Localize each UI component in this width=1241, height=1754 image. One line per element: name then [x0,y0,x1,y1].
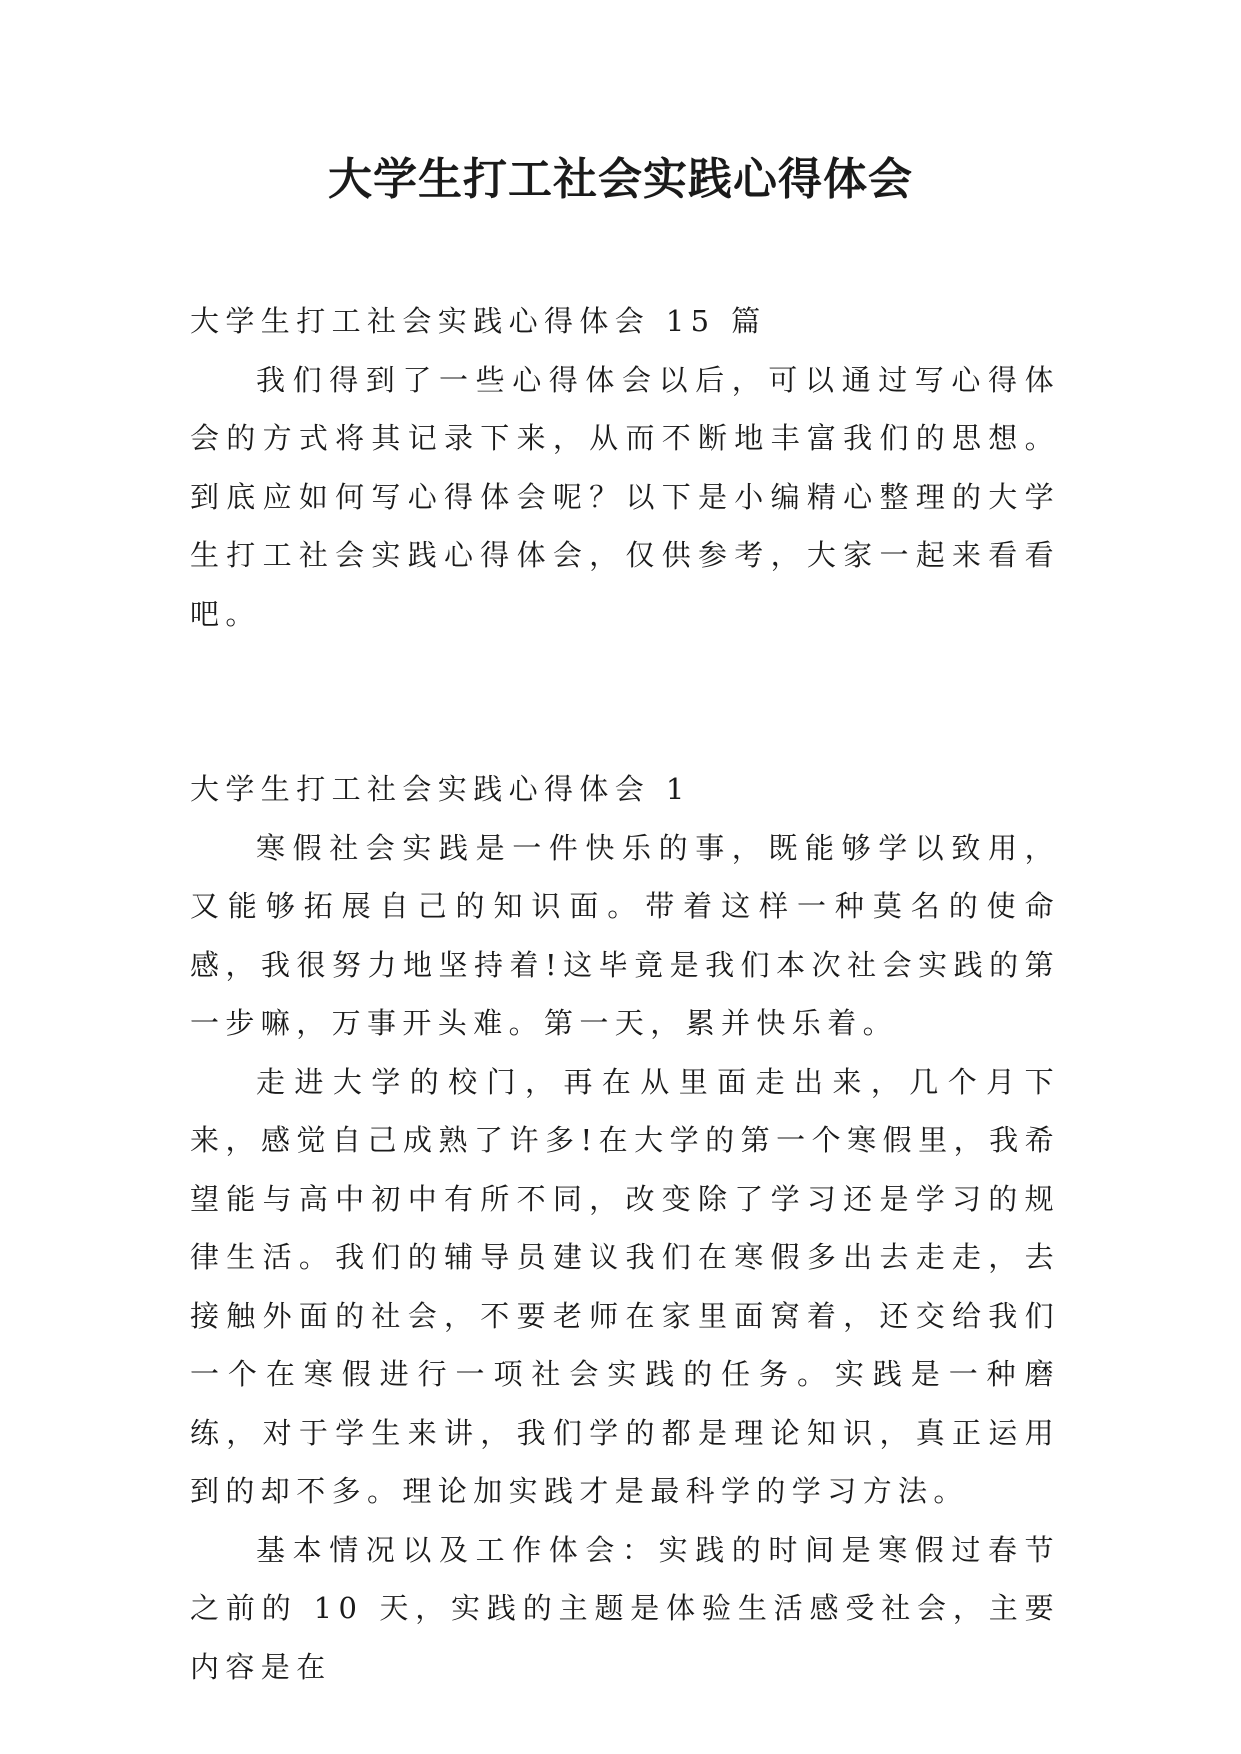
document-title: 大学生打工社会实践心得体会 [328,154,913,205]
document-body [190,292,1060,1696]
intro-paragraph: 我们得到了一些心得体会以后，可以通过写心得体会的方式将其记录下来，从而不断地丰富我们的思想。到底应如何写心得体会呢？以下是小编精心整理的大学生打工社会实践心得体会，仅供参考，大家一起来看看吧。 [190,362,1060,631]
body-paragraph: 寒假社会实践是一件快乐的事，既能够学以致用，又能够拓展自己的知识面。带着这样一种莫名的使命感，我很努力地坚持着!这毕竟是我们本次社会实践的第一步嘛，万事开头难。第一天，累并快乐着。 [190,830,1060,1040]
document-subtitle: 大学生打工社会实践心得体会 15 篇 [190,304,767,338]
section-spacer [190,643,1060,760]
section-heading: 大学生打工社会实践心得体会 1 [190,772,691,806]
body-paragraph: 走进大学的校门，再在从里面走出来，几个月下来，感觉自己成熟了许多!在大学的第一个寒假里，我希望能与高中初中有所不同，改变除了学习还是学习的规律生活。我们的辅导员建议我们在寒假多出去走走，去接触外面的社会，不要老师在家里面窝着，还交给我们一个在寒假进行一项社会实践的任务。实践是一种磨练，对于学生来讲，我们学的都是理论知识，真正运用到的却不多。理论加实践才是最科学的学习方法。 [190,1064,1060,1508]
body-paragraph: 基本情况以及工作体会：实践的时间是寒假过春节之前的 10 天，实践的主题是体验生活感受社会，主要内容是在 [190,1532,1060,1684]
